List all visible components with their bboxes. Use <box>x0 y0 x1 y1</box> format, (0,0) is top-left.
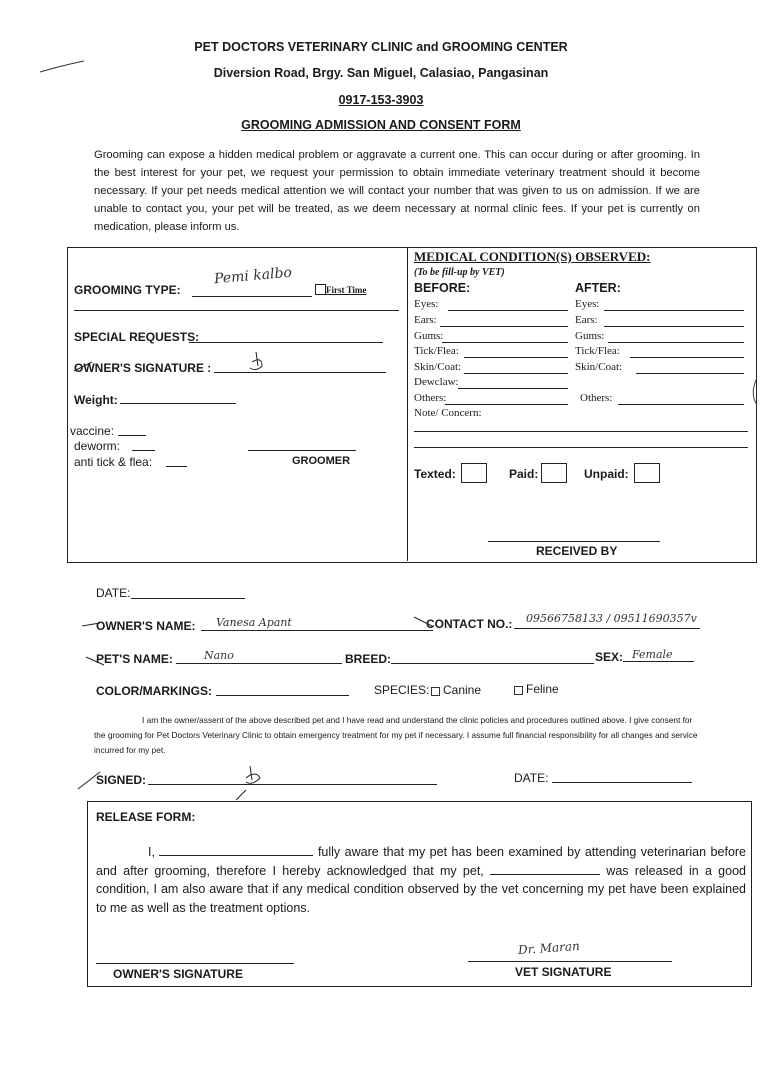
sex-label: SEX: <box>595 650 624 664</box>
before-item-label: Dewclaw: <box>414 376 459 388</box>
before-label: BEFORE: <box>414 281 471 295</box>
special-requests-label: SPECIAL REQUESTS: <box>74 330 200 344</box>
medical-title: MEDICAL CONDITION(S) OBSERVED: <box>414 249 651 264</box>
release-part-1: I, <box>148 845 155 859</box>
weight-label: Weight: <box>74 393 118 407</box>
before-item-label: Others: <box>414 392 447 404</box>
after-item-label: Gums: <box>575 330 605 342</box>
after-item-label: Others: <box>580 392 613 404</box>
release-title: RELEASE FORM: <box>96 810 196 824</box>
medical-subtitle: (To be fill-up by VET) <box>414 267 505 278</box>
release-owner-signature-label: OWNER'S SIGNATURE <box>113 967 243 981</box>
release-part-3: was released in a good condition, I am also aware that if any medical condition observed by the vet concerning my pet have been explained to me as well as the treatment options. <box>96 863 746 915</box>
texted-label: Texted: <box>414 467 456 481</box>
paid-label: Paid: <box>509 467 539 481</box>
owner-name-value: Vanesa Apant <box>216 616 292 629</box>
margin-mark <box>753 380 757 405</box>
consent-paragraph: I am the owner/assent of the above described pet and I have read and understand the clinic policies and procedures outlined above. I give consent for the grooming for Pet Doctors Veterinary Clinic to obtain emergency treatment for my pet if necessary. I assume full financial responsibility for all changes and service incurred for my pet. <box>94 715 698 755</box>
color-label: COLOR/MARKINGS: <box>96 684 212 698</box>
breed-label: BREED: <box>345 652 392 666</box>
before-item-label: Eyes: <box>414 298 439 310</box>
signed-strike <box>78 772 100 789</box>
after-item-label: Eyes: <box>575 298 600 310</box>
vet-signature-value: Dr. Maran <box>517 938 581 958</box>
contact-label: CONTACT NO.: <box>426 617 513 631</box>
clinic-name: PET DOCTORS VETERINARY CLINIC and GROOMING CENTER <box>194 40 568 54</box>
received-by-label: RECEIVED BY <box>536 544 618 558</box>
owner-sig-strike <box>74 362 92 371</box>
owner-name-label: OWNER'S NAME: <box>96 619 196 633</box>
clinic-phone: 0917-153-3903 <box>338 93 424 107</box>
sex-value: Female <box>632 648 673 661</box>
before-item-label: Skin/Coat: <box>414 361 462 373</box>
species-label: SPECIES: <box>374 683 430 697</box>
after-item-label: Tick/Flea: <box>575 345 620 357</box>
note-label: Note/ Concern: <box>414 407 482 419</box>
intro-paragraph: Grooming can expose a hidden medical problem or aggravate a current one. This can occur during or after grooming. In the best interest for your pet, we request your permission to obtain immediate veterinary treatment should it become necessary. If your pet needs medical attention we will contact your number that was given to us on admission. If we are unable to contact you, your pet will be treated, as we deem necessary at normal clinic fees. If your pet is currently on medication, please inform us. <box>94 149 700 233</box>
before-item-label: Ears: <box>414 314 437 326</box>
pet-name-value: Nano <box>204 649 234 662</box>
groomer-label: GROOMER <box>292 455 351 467</box>
first-time-label: First Time <box>326 285 367 295</box>
release-part-2: fully aware that my pet has been examined by attending veterinarian before and after grooming, therefore I hereby acknowledged that my pet, <box>96 845 747 878</box>
contact-value: 09566758133 / 09511690357v <box>526 612 697 625</box>
owner-signature-scribble <box>250 352 262 370</box>
vaccine-label: vaccine: <box>70 424 115 438</box>
pen-stroke-corner <box>40 61 84 72</box>
pet-name-strike <box>86 657 104 665</box>
date-label-2: DATE: <box>514 771 549 785</box>
deworm-label: deworm: <box>74 439 121 453</box>
form-title: GROOMING ADMISSION AND CONSENT FORM <box>241 118 521 132</box>
grooming-type-label: GROOMING TYPE: <box>74 283 181 297</box>
pet-name-label: PET'S NAME: <box>96 652 173 666</box>
after-label: AFTER: <box>575 281 621 295</box>
before-item-label: Tick/Flea: <box>414 345 459 357</box>
unpaid-label: Unpaid: <box>584 467 629 481</box>
after-item-label: Skin/Coat: <box>575 361 623 373</box>
grooming-type-value: Pemi kalbo <box>213 264 293 288</box>
signed-label: SIGNED: <box>96 773 147 787</box>
before-item-label: Gums: <box>414 330 444 342</box>
clinic-address: Diversion Road, Brgy. San Miguel, Calasiao, Pangasinan <box>213 66 549 80</box>
vet-signature-label: VET SIGNATURE <box>515 965 612 979</box>
canine-label: Canine <box>443 683 482 697</box>
date-label: DATE: <box>96 586 131 600</box>
feline-label: Feline <box>526 682 559 696</box>
anti-tick-label: anti tick & flea: <box>74 455 153 469</box>
owner-signature-label: OWNER'S SIGNATURE : <box>74 361 212 375</box>
after-item-label: Ears: <box>575 314 598 326</box>
signed-scribble <box>236 766 260 800</box>
contact-strike <box>414 617 432 626</box>
owner-name-strike <box>82 623 100 626</box>
